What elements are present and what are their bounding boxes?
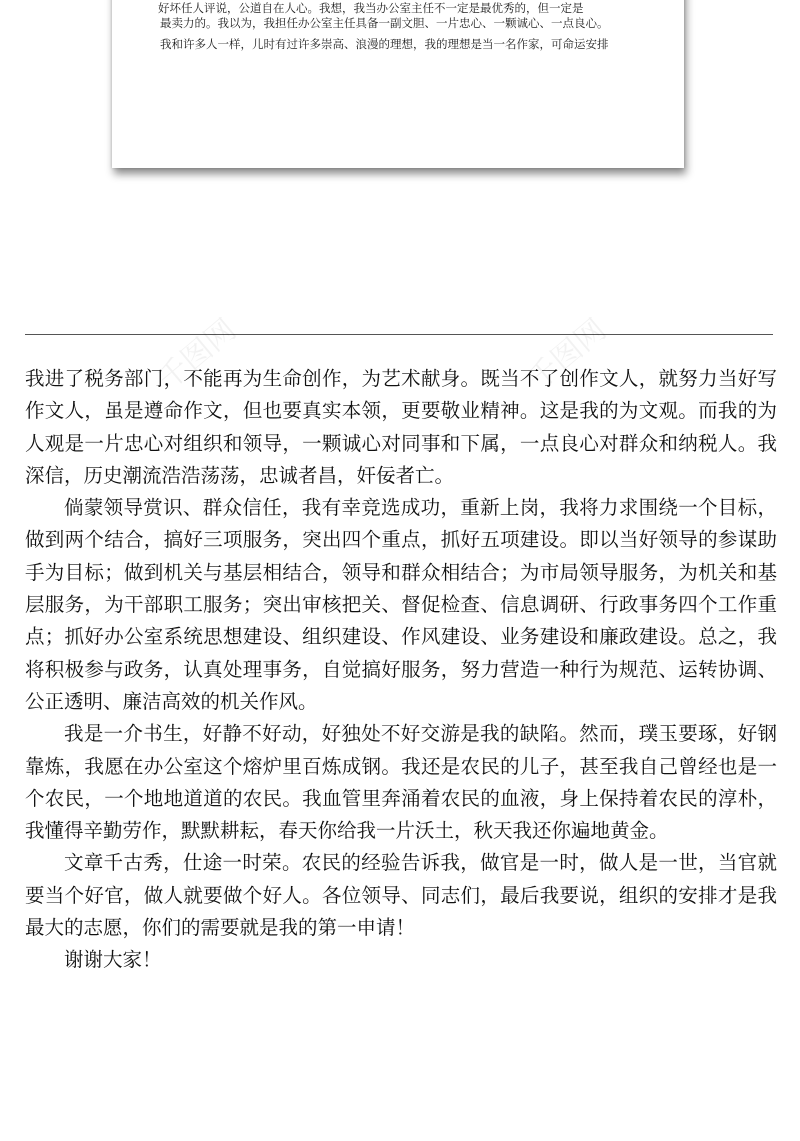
preview-text-line: 好坏任人评说，公道自在人心。我想，我当办公室主任不一定是最优秀的，但一定是 (158, 1, 584, 15)
preview-text-line: 我和许多人一样，儿时有过许多崇高、浪漫的理想，我的理想是当一名作家，可命运安排 (160, 37, 609, 51)
paragraph: 我进了税务部门，不能再为生命创作，为艺术献身。既当不了创作文人，就努力当好写作文人，虽是遵命作文，但也要真实本领，更要敬业精神。这是我的为文观。而我的为人观是一片忠心对组织和领导，一颗诚心对同事和下属，一点良心对群众和纳税人。我深信，历史潮流浩浩荡荡，忠诚者昌，奸佞者亡。 (25, 367, 777, 487)
paragraph: 倘蒙领导赏识、群众信任，我有幸竞选成功，重新上岗，我将力求围绕一个目标，做到两个结合，搞好三项服务，突出四个重点，抓好五项建设。即以当好领导的参谋助手为目标；做到机关与基层相结合，领导和群众相结合；为市局领导服务，为机关和基层服务，为干部职工服务；突出审核把关、督促检查、信息调研、行政事务四个工作重点；抓好办公室系统思想建设、组织建设、作风建设、业务建设和廉政建设。总之，我将积极参与政务，认真处理事务，自觉搞好服务，努力营造一种行为规范、运转协调、公正透明、廉洁高效的机关作风。 (25, 496, 777, 713)
paragraph: 文章千古秀，仕途一时荣。农民的经验告诉我，做官是一时，做人是一世，当官就要当个好官，做人就要做个好人。各位领导、同志们，最后我要说，组织的安排才是我最大的志愿，你们的需要就是我的第一申请！ (25, 851, 777, 940)
preview-area (0, 0, 800, 320)
preview-text-line: 最卖力的。我以为，我担任办公室主任具备一副文胆、一片忠心、一颗诚心、一点良心。 (160, 16, 609, 30)
paragraph: 我是一介书生，好静不好动，好独处不好交游是我的缺陷。然而，璞玉要琢，好钢靠炼，我愿在办公室这个熔炉里百炼成钢。我还是农民的儿子，甚至我自己曾经也是一个农民，一个地地道道的农民。我血管里奔涌着农民的血液，身上保持着农民的淳朴，我懂得辛勤劳作，默默耕耘，春天你给我一片沃土，秋天我还你遍地黄金。 (25, 722, 777, 843)
article-body (25, 363, 777, 977)
closing-line: 谢谢大家！ (64, 948, 162, 972)
watermark-text: 千图网 (151, 312, 243, 398)
section-divider (25, 334, 773, 335)
watermark-text: 千图网 (521, 312, 613, 398)
document-preview-card (112, 0, 684, 168)
